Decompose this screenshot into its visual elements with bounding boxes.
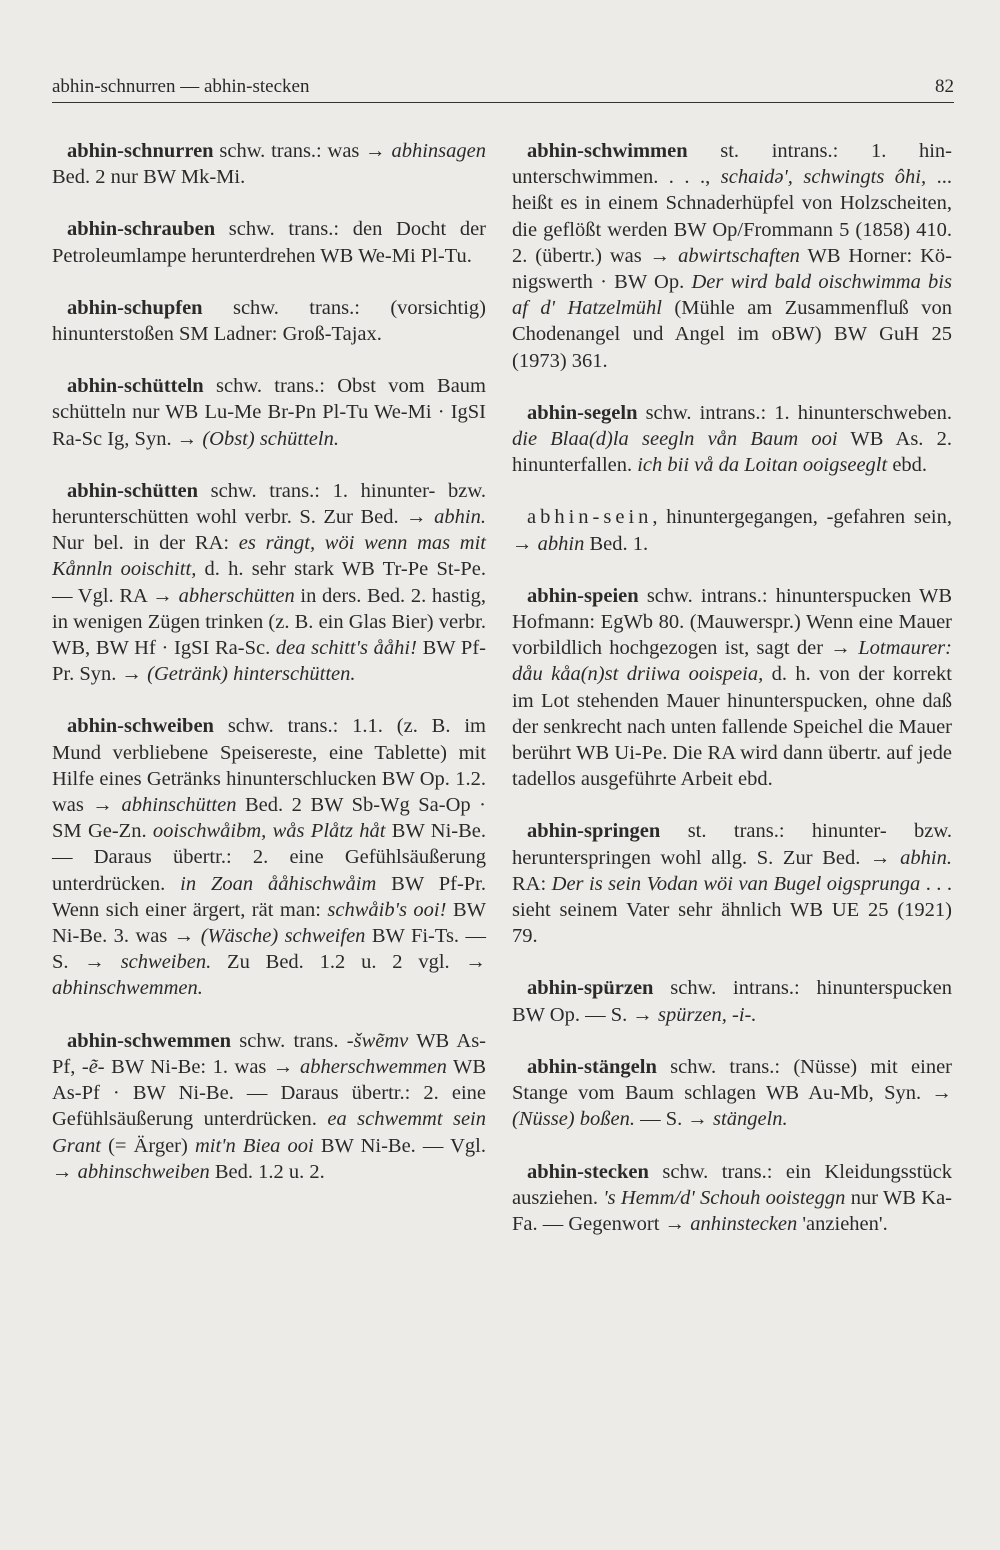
entry-text: schw. intrans.: 1. hinunterschweben. [637,401,952,424]
dictionary-entry [52,713,486,1001]
entry-text: schw. trans.: 1.1. (z. B. im Mund verbliebene Speisereste, eine Tablette) mit Hilfe eines Getränks hinunterschlucken BW Op. 1.2. was → [52,715,486,817]
entry-example: (Getränk) hinterschütten. [147,663,356,686]
entry-text: BW Pf-Pr. Wenn sich einer ärgert, rät man: [52,872,486,921]
dictionary-entry [512,504,952,556]
entry-text: Bed. 2 BW Sb-Wg Sa-Op · SM Ge-Zn. [52,794,486,843]
entry-example: abherschütten [178,584,295,607]
entry-text: BW Ni-Be: 1. was → [104,1055,300,1078]
entry-text: ebd. [887,454,928,477]
entry-example: abhinschweiben [77,1160,210,1183]
entry-text: BW Fi-Ts. — S. → [52,925,486,974]
entry-text: schw. trans.: den Docht der Petroleumlampe herunterdrehen WB We-Mi Pl-Tu. [52,218,486,267]
entry-headword: abhin-schrauben [67,218,216,241]
entry-text: BW Ni-Be. 3. was → [52,898,486,948]
entry-example: abherschwemmen [299,1055,447,1078]
entry-example: spürzen, -i-. [657,1003,757,1026]
entry-example: abhin. [434,506,486,529]
dictionary-entry [52,138,486,190]
entry-text: schw. intrans.: hinunterspucken WB Hofmann: EgWb 80. (Mauwerspr.) Wenn eine Mauer vorbildlich hochgezogen ist, sagt der → [512,584,952,660]
dictionary-entry [512,1054,952,1133]
entry-text: Bed. 1. [584,532,649,555]
entry-text: , hinuntergegangen, -gefahren sein, → [512,506,952,555]
dictionary-entry [52,478,486,688]
entry-example: ooischwåibm, wås Plåtz håt [152,820,386,843]
entry-text: schw. trans.: (vorsichtig) hinunterstoßen SM Ladner: Groß-Tajax. [52,296,486,346]
dictionary-entry [52,295,486,347]
entry-text: schw. trans.: 1. hinunter- bzw. herunterschütten wohl verbr. S. Zur Bed. → [52,479,486,529]
entry-headword: abhin-schupfen [67,296,203,319]
dictionary-entry [512,818,952,949]
entry-text: (Mühle am Zusammenfluß von Chodenangel und Angel im oBW) BW GuH 25 (1973) 361. [512,297,952,372]
entry-example: ich bii vå da Loitan ooigseeglt [637,454,888,477]
entry-example: mit'n Biea ooi [194,1134,314,1157]
entry-text: d. h. von der korrekt im Lot stehenden Mauer hinunterspucken, ohne daß der senkrecht nach unten fallende Speichel die Mauer berührt WB Ui-Pe. Die RA wird dann übertr. auf jede tadellos ausgeführte Arbeit ebd. [512,663,953,791]
dictionary-entry [52,373,486,452]
entry-example: abhinschwemmen. [52,977,203,1000]
entry-text: Zu Bed. 1.2 u. 2 vgl. → [211,951,486,974]
entry-example: (Obst) schütteln. [202,427,339,450]
entry-text: in ders. Bed. 2. hastig, in wenigen Zügen trinken (z. B. ein Glas Bier) verbr. WB, BW Hf · IgSI Ra-Sc. [52,584,487,660]
entry-example: schwåib's ooi! [327,898,447,921]
entry-text: schw. intrans.: hinunterspucken BW Op. — S. → [512,977,952,1026]
entry-text: WB As-Pf, [52,1029,486,1078]
entry-text: RA: [512,872,552,895]
entry-text: WB Horner: Königswerth · BW Op. [512,244,952,294]
running-header [52,72,954,103]
entry-example: abhin. [900,846,952,869]
entry-text: (= Ärger) [100,1134,195,1157]
entry-text: 'anziehen'. [797,1212,888,1235]
entry-headword: abhin-schnurren [67,140,214,162]
entry-headword: abhin-schwemmen [67,1029,232,1052]
entry-headword: abhin-schütteln [67,375,204,398]
entry-text: WB As. 2. hinunterfallen. [512,428,952,477]
entry-text: schw. trans. [231,1029,347,1052]
left-column [52,138,486,1211]
entry-example: 's Hemm/d' Schouh ooisteggn [603,1186,846,1209]
entry-headword: abhin-segeln [527,401,638,424]
entry-headword: abhin-schwimmen [527,140,688,162]
entry-example: schweiben. [120,951,212,974]
running-head: abhin-schnurren — abhin-stecken [52,76,310,97]
entry-example: stängeln. [713,1108,788,1131]
entry-example: abhin [537,532,585,555]
entry-example: dea schitt's ååhi! [275,637,417,660]
entry-example: Der is sein Vodan wöi van Bugel oigsprunga [551,872,921,895]
entry-example: es rängt, wöi wenn mas mit Kånnln ooischitt, [52,532,486,581]
dictionary-entry [52,1028,486,1185]
entry-text: BW Ni-Be. — Vgl. → [52,1134,487,1183]
entry-example: Lotmaurer: dåu kåa(n)st driiwa ooispeia, [512,637,952,686]
entry-text: st. trans.: hinunter- bzw. herunterspringen wohl allg. S. Zur Bed. → [512,820,952,869]
entry-text: Bed. 1.2 u. 2. [209,1160,325,1183]
entry-example: ea schwemmt sein Grant [52,1108,487,1157]
dictionary-entry [512,975,952,1027]
entry-text: schw. trans.: ein Kleidungsstück ausziehen. [512,1160,952,1209]
entry-text: d. h. sehr stark WB Tr-Pe St-Pe. — Vgl. RA → [52,558,486,607]
entry-text: schw. trans.: was → [213,140,392,162]
entry-text: Nur bel. in der RA: [52,532,239,555]
entry-headword: abhin-stecken [527,1160,649,1183]
entry-text: ... heißt es in einem Schnaderhüpfel von Holzscheiten, die geflößt werden BW Op/Frommann 5 (1858) 410. 2. (übertr.) was → [512,166,952,267]
entry-headword: abhin-springen [527,820,661,843]
entry-text: nur WB Ka-Fa. — Gegenwort → [512,1186,952,1235]
entry-text: BW Pf-Pr. Syn. → [52,637,486,686]
entry-example: anhinstecken [690,1212,798,1235]
entry-example: Der wird bald oischwimma bis af d' Hatzelmühl [512,271,952,320]
entry-example: abhinsagen [391,140,486,162]
entry-example: -ẽ- [81,1055,105,1078]
right-column [512,138,952,1263]
entry-text: Bed. 2 nur BW Mk-Mi. [52,166,246,189]
entry-text: WB As-Pf · BW Ni-Be. — Daraus übertr.: 2. eine Gefühlsäußerung unterdrücken. [52,1055,486,1131]
entry-text: schw. trans.: (Nüsse) mit einer Stange vom Baum schlagen WB Au-Mb, Syn. → [512,1055,952,1105]
entry-text: — S. → [634,1108,714,1131]
dictionary-entry [512,583,952,793]
entry-text: st. intrans.: 1. hinunterschwimmen. . . ., [512,140,952,189]
entry-text: . . . sieht seinem Vater sehr ähnlich WB UE 25 (1921) 79. [512,872,953,948]
entry-example: in Zoan ååhischwåim [180,872,377,895]
entry-text: BW Ni-Be. — Daraus übertr.: 2. eine Gefühlsäußerung unterdrücken. [52,820,486,895]
dictionary-entry [512,1159,952,1238]
entry-headword: abhin-schweiben [67,715,214,738]
entry-headword: abhin-schütten [67,479,199,502]
entry-example: (Wäsche) schweifen [200,925,366,948]
entry-headword: abhin-sein [527,506,653,529]
entry-example: die Blaa(d)la seegln vån Baum ooi [512,428,838,451]
entry-headword: abhin-stängeln [527,1055,657,1078]
page-number: 82 [935,76,954,97]
entry-text: schw. trans.: Obst vom Baum schütteln nur WB Lu-Me Br-Pn Pl-Tu We-Mi · IgSI Ra-Sc Ig, Syn. → [52,375,486,450]
entry-example: -šwẽmv [346,1029,409,1052]
dictionary-entry [52,216,486,268]
entry-example: (Nüsse) boßen. [512,1108,635,1131]
dictionary-entry [512,400,952,479]
entry-example: abwirtschaften [678,244,800,267]
entry-example: schaidə', schwingts ôhi, [720,166,927,189]
entry-example: abhinschütten [121,794,237,817]
dictionary-entry [512,138,952,374]
entry-headword: abhin-speien [527,584,639,607]
entry-headword: abhin-spürzen [527,977,654,1000]
